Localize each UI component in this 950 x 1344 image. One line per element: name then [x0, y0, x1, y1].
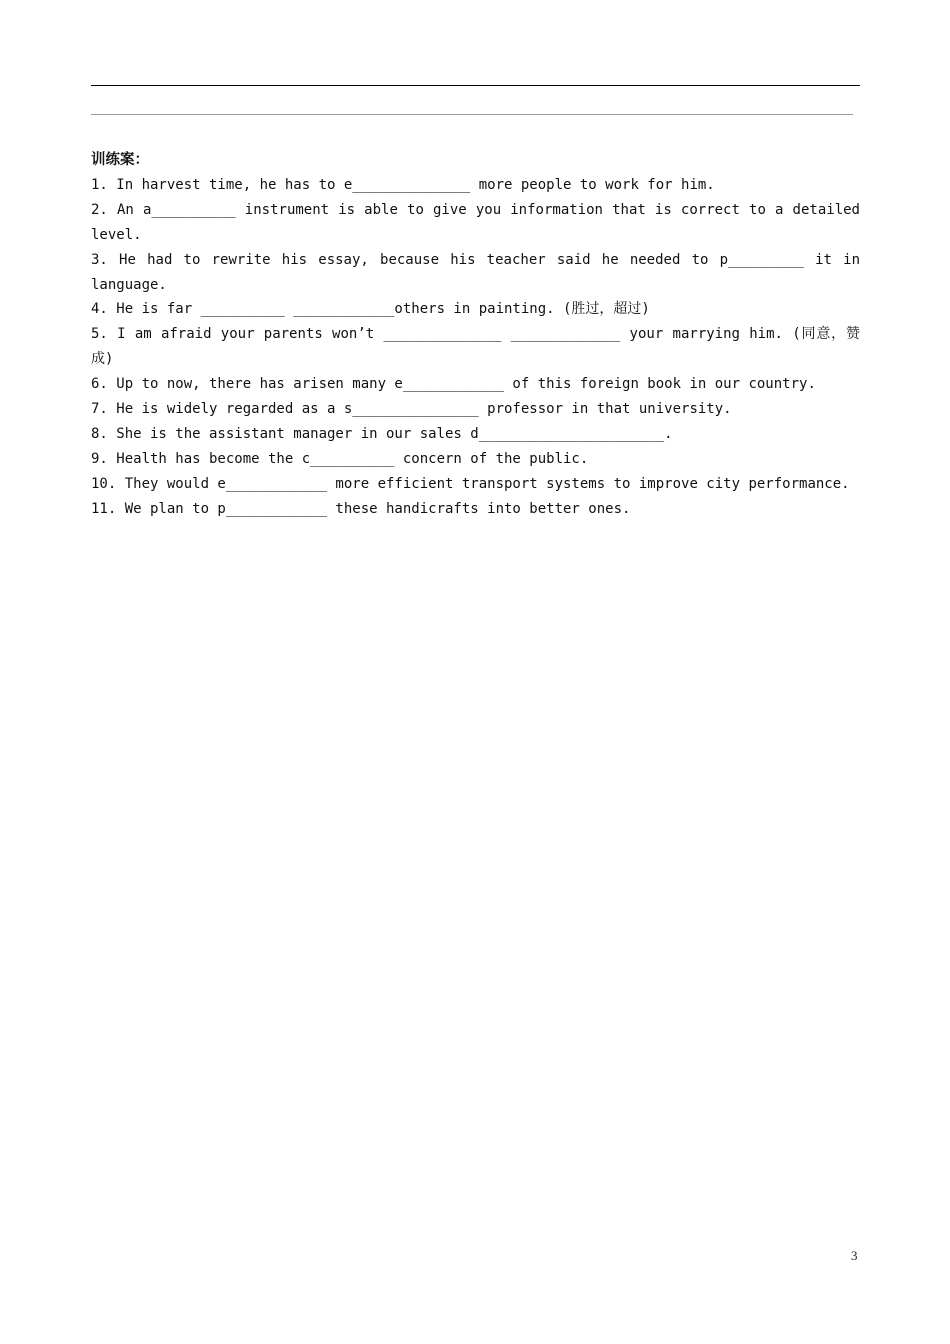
exercise-item-11: 11. We plan to p____________ these handicrafts into better ones. — [91, 500, 631, 517]
exercise-item-4: 4. He is far __________ ____________others in painting. (胜过，超过) — [91, 301, 650, 318]
page-number: 3 — [851, 1248, 858, 1263]
header-rule-thin — [91, 114, 853, 115]
exercise-item-1: 1. In harvest time, he has to e______________ more people to work for him. — [91, 176, 715, 193]
exercise-item-9: 9. Health has become the c__________ concern of the public. — [91, 450, 589, 467]
exercise-item-6: 6. Up to now, there has arisen many e____________ of this foreign book in our country. — [91, 376, 816, 393]
header-rule-thick — [91, 85, 860, 86]
exercise-item-8: 8. She is the assistant manager in our sales d______________________. — [91, 425, 673, 442]
exercise-item-5: 5. I am afraid your parents won’t ______________ _____________ your marrying him. (同意，赞成) — [91, 326, 860, 368]
exercise-item-2: 2. An a__________ instrument is able to give you information that is correct to a detailed level. — [91, 201, 860, 243]
exercise-block — [91, 148, 860, 522]
section-title: 训练案： — [91, 152, 149, 168]
exercise-item-7: 7. He is widely regarded as a s_______________ professor in that university. — [91, 401, 732, 418]
exercise-item-3: 3. He had to rewrite his essay, because his teacher said he needed to p_________ it in language. — [91, 251, 860, 293]
exercise-item-10: 10. They would e____________ more efficient transport systems to improve city performance. — [91, 475, 850, 492]
